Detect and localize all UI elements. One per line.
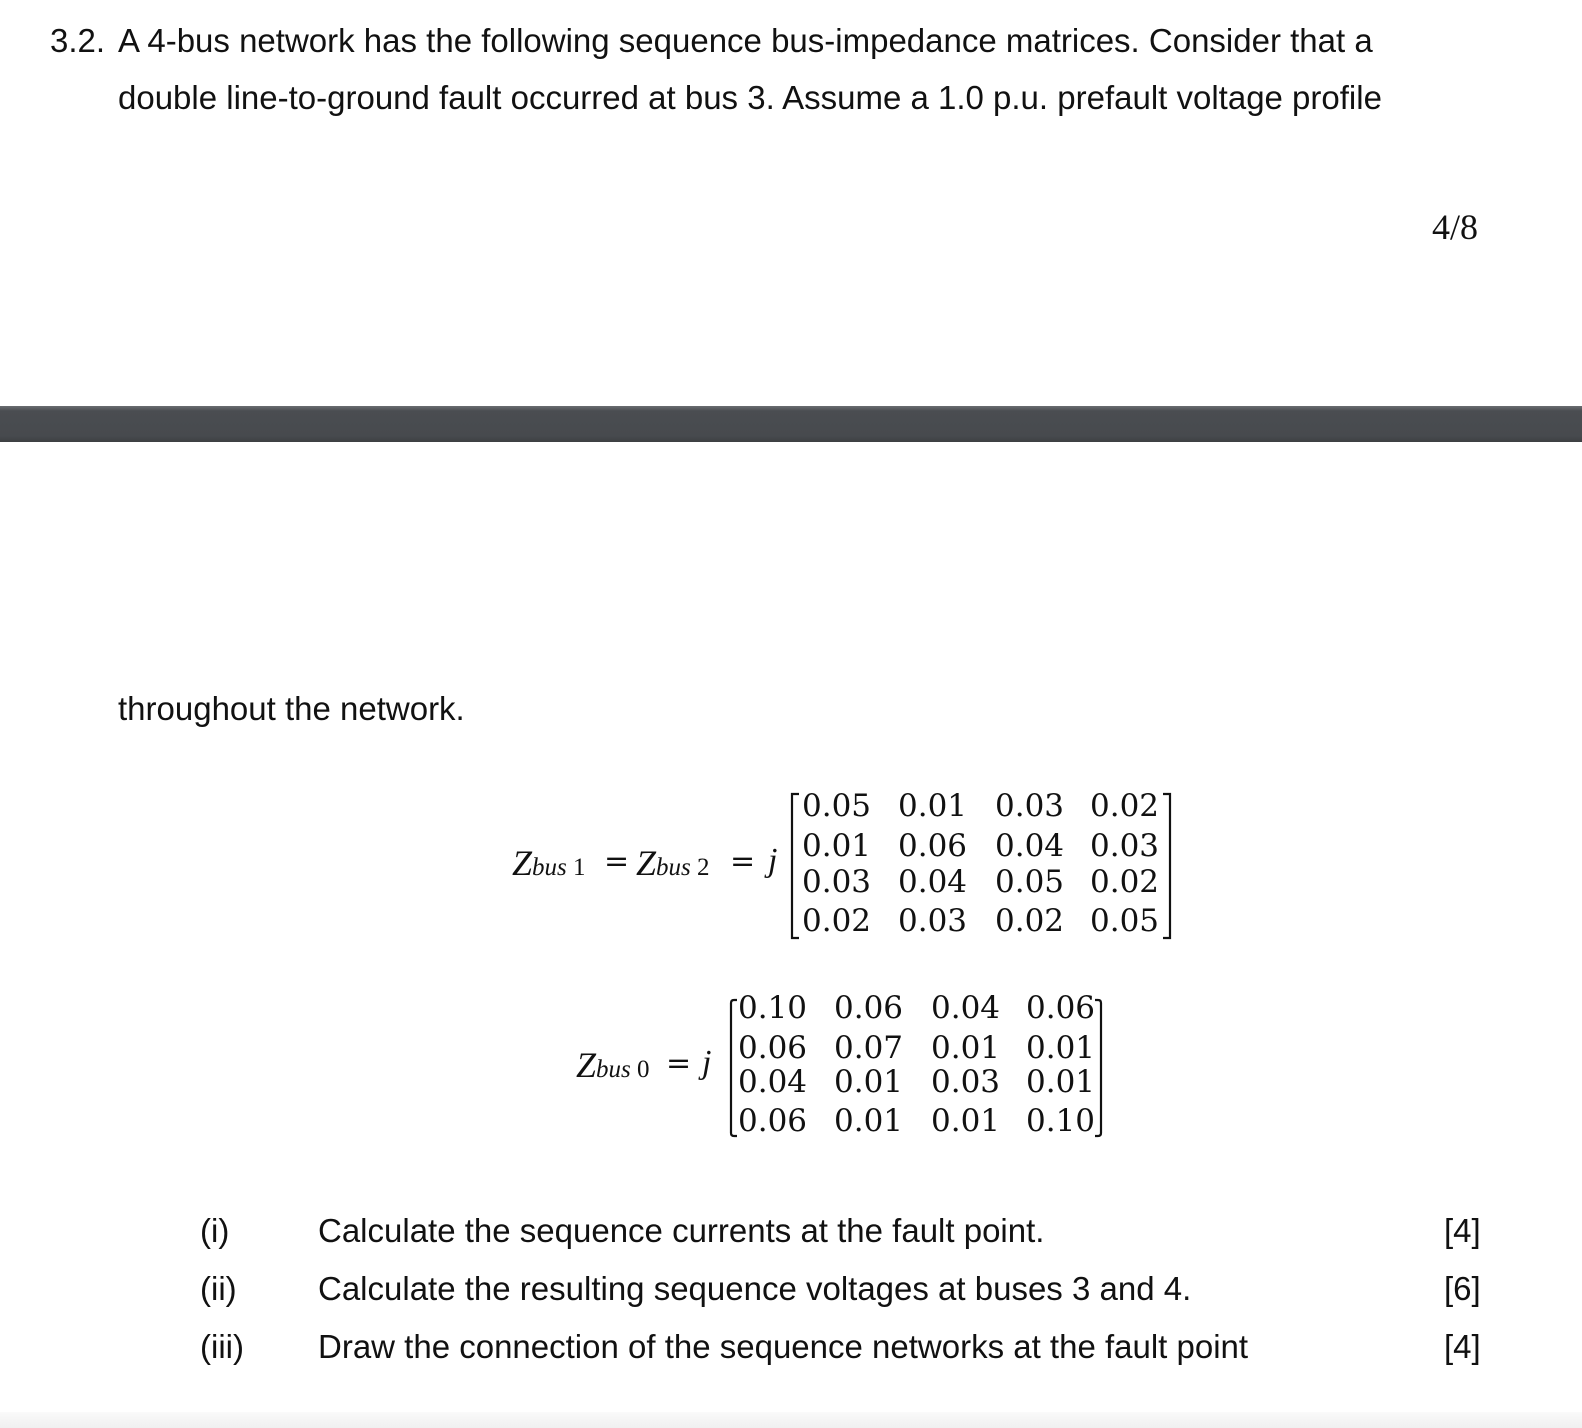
matrix-cell: 0.06 [898,828,968,864]
matrix-cell: 0.01 [1026,1064,1096,1100]
matrix-cell: 0.01 [931,1030,1001,1066]
matrix-cell: 0.01 [898,788,968,824]
matrix-cell: 0.06 [1026,990,1096,1026]
matrix-cell: 0.05 [802,788,872,824]
zbus12-lhs [512,842,586,884]
matrix-cell: 0.06 [834,990,904,1026]
question-text-line-2: double line-to-ground fault occurred at bus 3. Assume a 1.0 p.u. prefault voltage profile [118,79,1382,116]
matrix-cell: 0.05 [1090,903,1160,939]
zbus2-lhs [636,842,710,884]
part-label: (ii) [200,1270,237,1307]
matrix-cell: 0.03 [1090,828,1160,864]
imaginary-unit: j [768,842,778,879]
matrix-cell: 0.04 [898,864,968,900]
question-text-line-1: A 4-bus network has the following sequence bus-impedance matrices. Consider that a [118,22,1373,59]
page-divider [0,406,1582,442]
matrix-cell: 0.03 [802,864,872,900]
zbus1-symbol: Z [512,843,533,883]
right-bracket [1095,1000,1101,1136]
page-bottom-edge [0,1412,1582,1428]
question-text-line-3: throughout the network. [118,690,465,727]
part-marks: [4] [1444,1328,1481,1365]
matrix-cell: 0.04 [995,828,1065,864]
zbus0-subscript: bus 0 [596,1056,650,1083]
matrix-cell: 0.01 [834,1064,904,1100]
zbus1-subscript: bus 1 [532,854,586,881]
matrix-cell: 0.04 [931,990,1001,1026]
zbus2-subscript: bus 2 [656,854,710,881]
left-bracket [731,1000,737,1136]
equals-sign: = [666,1046,692,1081]
equals-sign: = [730,844,756,879]
zbus12-matrix [790,788,1178,940]
part-marks: [6] [1444,1270,1481,1307]
matrix-cell: 0.01 [802,828,872,864]
zbus0-symbol: Z [576,1045,597,1085]
matrix-cell: 0.01 [931,1103,1001,1139]
matrix-cell: 0.10 [1026,1103,1096,1139]
matrix-cell: 0.07 [834,1030,904,1066]
matrix-cell: 0.10 [738,990,808,1026]
part-text: Draw the connection of the sequence networks at the fault point [318,1328,1249,1365]
matrix-cell: 0.03 [931,1064,1001,1100]
zbus0-matrix [726,990,1114,1142]
matrix-cell: 0.04 [738,1064,808,1100]
matrix-cell: 0.02 [1090,788,1160,824]
zbus2-symbol: Z [636,843,657,883]
part-text: Calculate the sequence currents at the fault point. [318,1212,1045,1249]
matrix-cell: 0.03 [898,903,968,939]
zbus0-lhs [576,1044,650,1086]
part-label: (i) [200,1212,230,1249]
question-number: 3.2. [50,22,106,59]
matrix-cell: 0.01 [834,1103,904,1139]
matrix-cell: 0.06 [738,1103,808,1139]
matrix-cell: 0.06 [738,1030,808,1066]
left-bracket [792,794,799,938]
part-label: (iii) [200,1328,244,1365]
imaginary-unit: j [702,1044,712,1081]
right-bracket [1163,794,1170,938]
matrix-cell: 0.01 [1026,1030,1096,1066]
part-marks: [4] [1444,1212,1481,1249]
part-text: Calculate the resulting sequence voltages at buses 3 and 4. [318,1270,1192,1307]
matrix-cell: 0.02 [802,903,872,939]
page-indicator: 4/8 [1432,207,1479,247]
equals-sign: = [604,844,630,879]
matrix-cell: 0.02 [995,903,1065,939]
matrix-cell: 0.03 [995,788,1065,824]
matrix-cell: 0.05 [995,864,1065,900]
matrix-cell: 0.02 [1090,864,1160,900]
